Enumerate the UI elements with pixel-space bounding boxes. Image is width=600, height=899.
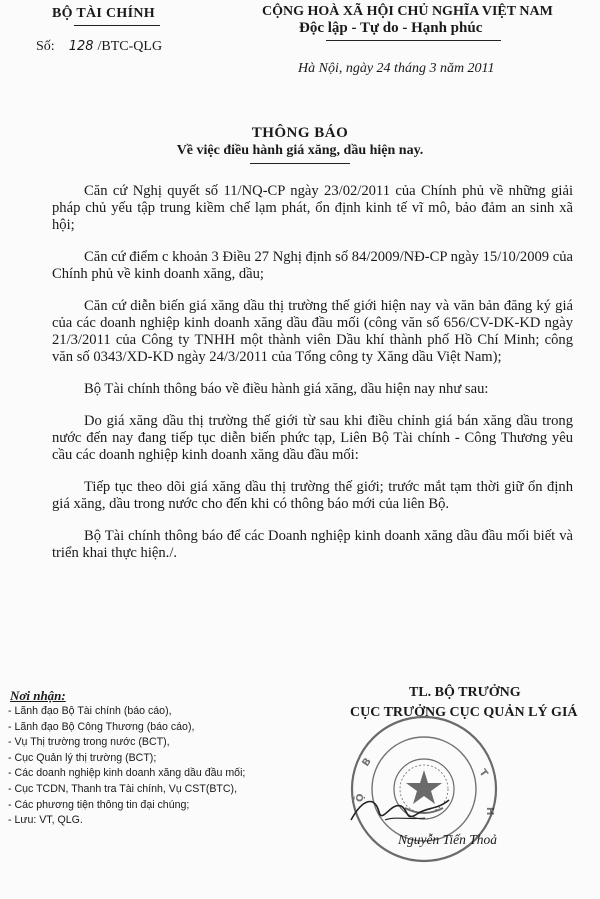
doc-number-label: Số: <box>36 39 55 54</box>
recipient-item: - Cục Quản lý thị trường (BCT); <box>8 751 245 767</box>
country-name: CỘNG HOÀ XÃ HỘI CHỦ NGHĨA VIỆT NAM <box>262 4 553 19</box>
doc-number-value: 128 <box>68 39 94 54</box>
recipient-item: - Các doanh nghiệp kinh doanh xăng dầu đầu mối; <box>8 766 245 782</box>
national-motto: Độc lập - Tự do - Hạnh phúc <box>299 20 483 36</box>
svg-text:B: B <box>360 756 374 769</box>
handwritten-signature <box>345 790 455 830</box>
recipient-item: - Lãnh đạo Bộ Tài chính (báo cáo), <box>8 704 245 720</box>
agency-name: BỘ TÀI CHÍNH <box>52 6 155 21</box>
motto-underline <box>326 40 501 41</box>
recipient-item: - Cục TCDN, Thanh tra Tài chính, Vụ CST(BTC), <box>8 782 245 798</box>
agency-underline <box>74 25 160 26</box>
svg-text:H: H <box>484 807 495 816</box>
recipients-list <box>8 704 245 829</box>
document-title: THÔNG BÁO <box>251 125 349 141</box>
signature-title: CỤC TRƯỞNG CỤC QUẢN LÝ GIÁ <box>350 705 578 720</box>
signatory-name: Nguyễn Tiến Thoả <box>398 832 498 847</box>
svg-text:Ộ: Ộ <box>355 793 366 802</box>
body-paragraph: Căn cứ Nghị quyết số 11/NQ-CP ngày 23/02/2011 của Chính phủ về những giải pháp chủ yếu tập trung kiềm chế lạm phát, ổn định kinh tế vĩ mô, bảo đảm an sinh xã hội; <box>52 183 573 233</box>
document-body <box>52 183 573 577</box>
body-paragraph: Bộ Tài chính thông báo để các Doanh nghiệp kinh doanh xăng dầu đầu mối biết và triển khai thực hiện./. <box>52 528 573 561</box>
dateline: Hà Nội, ngày 24 tháng 3 năm 2011 <box>298 61 495 76</box>
body-paragraph: Căn cứ diễn biến giá xăng dầu thị trường thế giới hiện nay và văn bản đăng ký giá của các doanh nghiệp kinh doanh xăng dầu đầu mối (công văn số 656/CV-DK-KD ngày 21/3/2011 của Công ty TNHH một thành viên Dầu khí thành phố Hồ Chí Minh; công văn số 0343/XD-KD ngày 24/3/2011 của Tổng công ty Xăng dầu Việt Nam); <box>52 298 573 365</box>
recipient-item: - Lãnh đạo Bộ Công Thương (báo cáo), <box>8 720 245 736</box>
body-paragraph: Căn cứ điểm c khoản 3 Điều 27 Nghị định số 84/2009/NĐ-CP ngày 15/10/2009 của Chính phủ về kinh doanh xăng, dầu; <box>52 249 573 282</box>
recipient-item: - Các phương tiện thông tin đại chúng; <box>8 798 245 814</box>
recipients-heading: Nơi nhận: <box>10 688 66 703</box>
body-paragraph: Bộ Tài chính thông báo về điều hành giá xăng, dầu hiện nay như sau: <box>84 381 489 397</box>
subtitle-underline <box>250 163 350 164</box>
body-paragraph: Tiếp tục theo dõi giá xăng dầu thị trường thế giới; trước mắt tạm thời giữ ổn định giá xăng, dầu trong nước cho đến khi có thông báo mới của liên Bộ. <box>52 479 573 512</box>
svg-text:T: T <box>476 767 490 780</box>
doc-number-suffix: /BTC-QLG <box>97 39 163 54</box>
recipient-item: - Vụ Thị trường trong nước (BCT), <box>8 735 245 751</box>
document-number <box>36 39 162 55</box>
signature-authority: TL. BỘ TRƯỞNG <box>409 685 521 700</box>
recipient-item: - Lưu: VT, QLG. <box>8 813 245 829</box>
body-paragraph: Do giá xăng dầu thị trường thế giới từ sau khi điều chỉnh giá bán xăng dầu trong nước đến nay đang tiếp tục diễn biến phức tạp, Liên Bộ Tài chính - Công Thương yêu cầu các doanh nghiệp kinh doanh xăng dầu đầu mối: <box>52 413 573 463</box>
document-subtitle: Về việc điều hành giá xăng, dầu hiện nay. <box>176 143 424 158</box>
